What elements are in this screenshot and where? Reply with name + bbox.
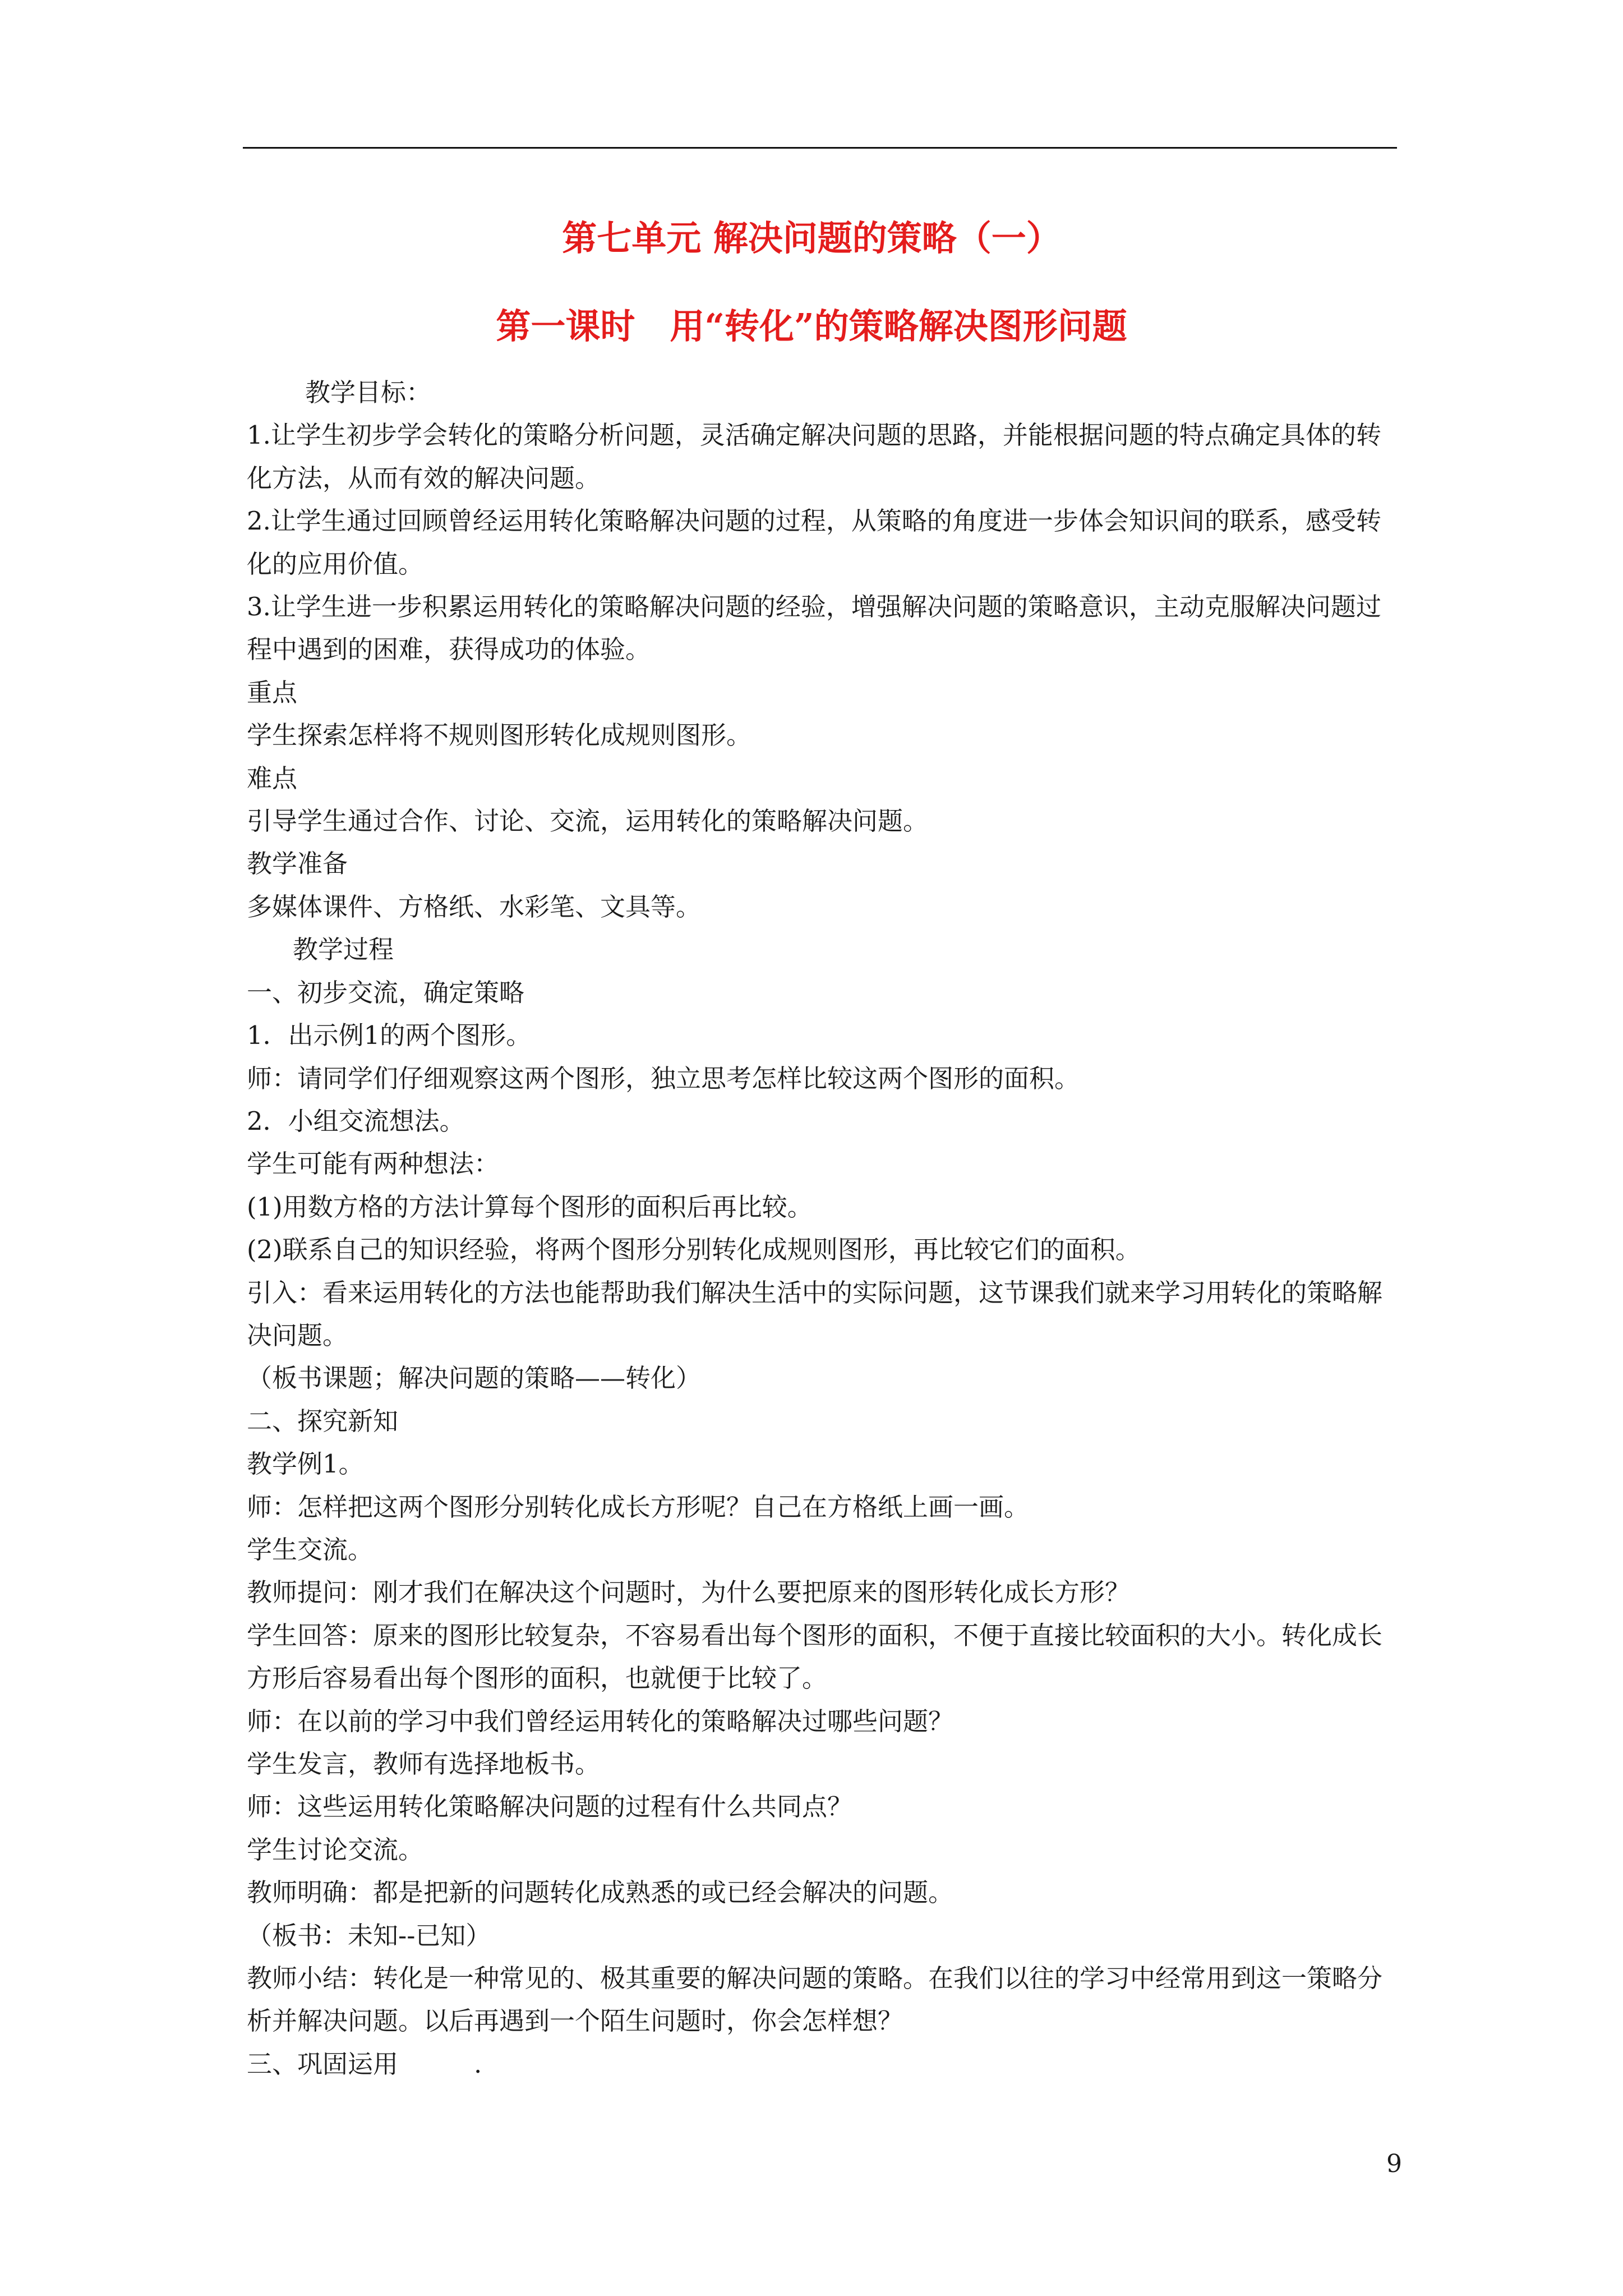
paragraph: (2)联系自己的知识经验，将两个图形分别转化成规则图形，再比较它们的面积。 (247, 1235, 1141, 1265)
paragraph: (1)用数方格的方法计算每个图形的面积后再比较。 (247, 1191, 813, 1222)
lesson-body (247, 371, 1402, 2086)
paragraph: 教师明确：都是把新的问题转化成熟悉的或已经会解决的问题。 (247, 1878, 954, 1908)
unit-title: 第七单元 解决问题的策略（一） (562, 218, 1061, 259)
paragraph-preparation-heading: 教学准备 (247, 849, 348, 879)
paragraph-section-2-heading: 二、探究新知 (247, 1406, 399, 1436)
paragraph-process-heading: 教学过程 (293, 935, 394, 965)
paragraph: 学生发言，教师有选择地板书。 (247, 1749, 601, 1779)
header-rule (243, 147, 1397, 149)
paragraph-key-point-heading: 重点 (247, 677, 298, 707)
paragraph: 师：这些运用转化策略解决问题的过程有什么共同点？ (247, 1792, 853, 1822)
paragraph: 师：在以前的学习中我们曾经运用转化的策略解决过哪些问题？ (247, 1706, 954, 1736)
paragraph: 教师小结：转化是一种常见的、极其重要的解决问题的策略。在我们以往的学习中经常用到这一策略分析并解决问题。以后再遇到一个陌生问题时，你会怎样想？ (247, 1963, 1383, 2036)
paragraph-difficulty: 引导学生通过合作、讨论、交流，运用转化的策略解决问题。 (247, 806, 929, 836)
paragraph: 教学例1。 (247, 1449, 364, 1479)
paragraph: 学生回答：原来的图形比较复杂，不容易看出每个图形的面积，不便于直接比较面积的大小。转化成长方形后容易看出每个图形的面积，也就便于比较了。 (247, 1620, 1383, 1694)
paragraph-objective-3: 3.让学生进一步积累运用转化的策略解决问题的经验，增强解决问题的策略意识，主动克服解决问题过程中遇到的困难，获得成功的体验。 (247, 592, 1381, 665)
paragraph: 师：怎样把这两个图形分别转化成长方形呢？自己在方格纸上画一画。 (247, 1492, 1030, 1522)
paragraph-preparation: 多媒体课件、方格纸、水彩笔、文具等。 (247, 891, 702, 922)
paragraph: 引入：看来运用转化的方法也能帮助我们解决生活中的实际问题，这节课我们就来学习用转化的策略解决问题。 (247, 1277, 1383, 1350)
paragraph: 2．小组交流想法。 (247, 1106, 465, 1136)
paragraph-difficulty-heading: 难点 (247, 763, 298, 793)
lesson-title: 第一课时 用“转化”的策略解决图形问题 (496, 306, 1127, 347)
paragraph: 学生可能有两种想法： (247, 1149, 500, 1179)
paragraph-section-1-heading: 一、初步交流，确定策略 (247, 977, 525, 1007)
paragraph: （板书：未知--已知） (247, 1920, 491, 1950)
paragraph-section-3-heading: 三、巩固运用 . (247, 2049, 482, 2079)
page-number: 9 (1386, 2150, 1402, 2178)
paragraph: （板书课题；解决问题的策略——转化） (247, 1363, 702, 1393)
paragraph: 教师提问：刚才我们在解决这个问题时，为什么要把原来的图形转化成长方形？ (247, 1577, 1131, 1608)
paragraph-objective-1: 1.让学生初步学会转化的策略分析问题，灵活确定解决问题的思路，并能根据问题的特点确定具体的转化方法，从而有效的解决问题。 (247, 420, 1381, 493)
paragraph: 学生讨论交流。 (247, 1834, 424, 1865)
paragraph: 学生交流。 (247, 1534, 374, 1565)
paragraph-objectives-heading: 教学目标： (305, 378, 432, 407)
paragraph: 1．出示例1的两个图形。 (247, 1020, 532, 1051)
paragraph-key-point: 学生探索怎样将不规则图形转化成规则图形。 (247, 720, 752, 751)
paragraph-objective-2: 2.让学生通过回顾曾经运用转化策略解决问题的过程，从策略的角度进一步体会知识间的联系，感受转化的应用价值。 (247, 506, 1381, 579)
paragraph: 师：请同学们仔细观察这两个图形，独立思考怎样比较这两个图形的面积。 (247, 1063, 1080, 1093)
